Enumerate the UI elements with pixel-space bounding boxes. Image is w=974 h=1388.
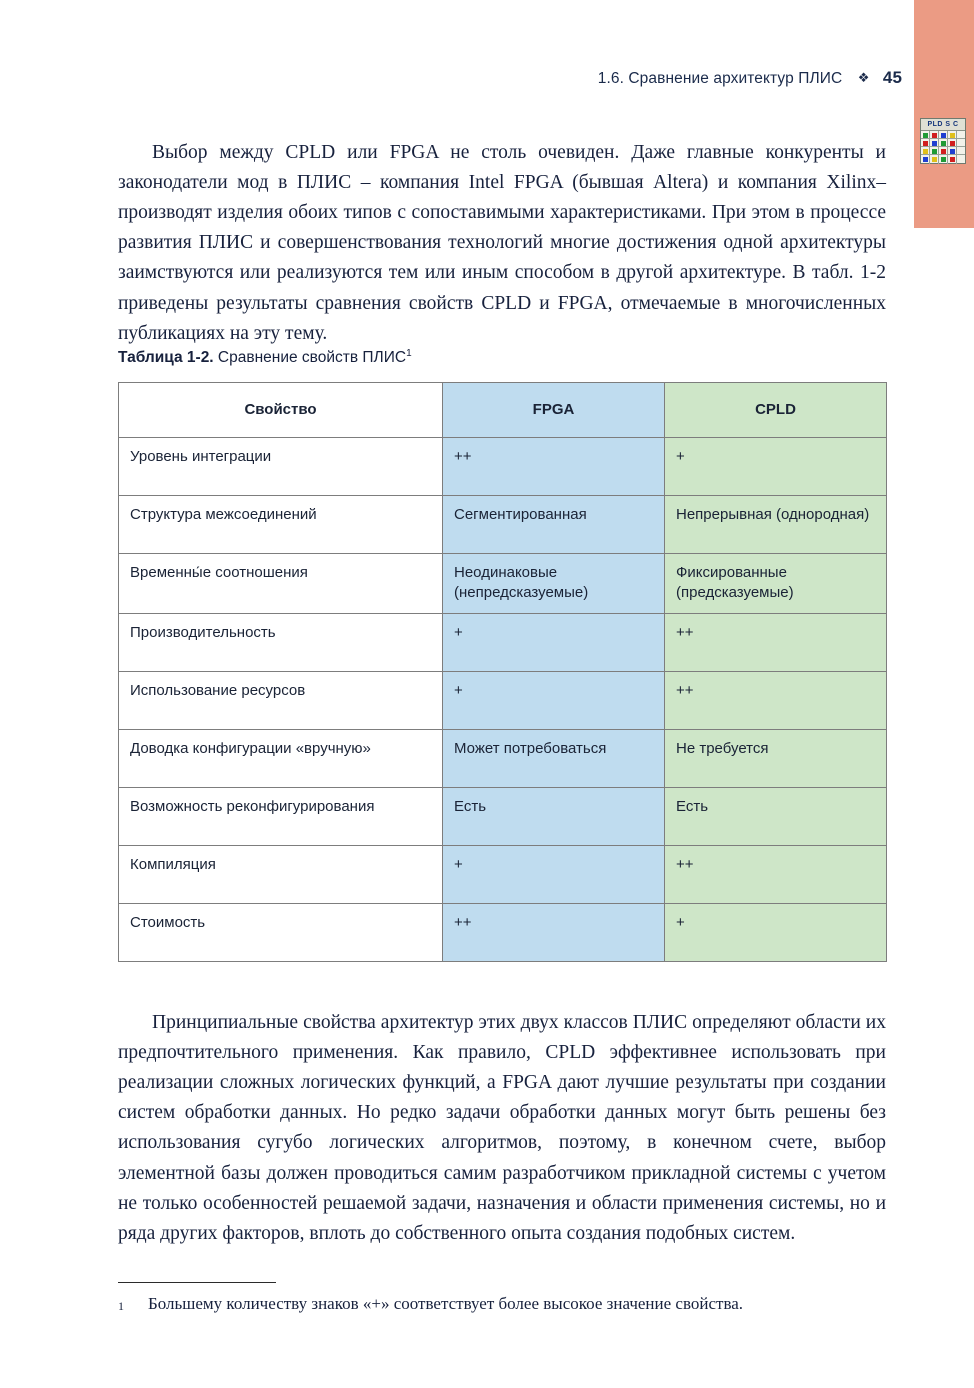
table-cell-fpga: + — [443, 614, 665, 672]
paragraph-conclusion — [118, 1008, 886, 1250]
paragraph-intro-text: Выбор между CPLD или FPGA не столь очевиден. Даже главные конкуренты и законодатели мод в ПЛИС – компания Intel FPGA (бывшая Altera) и компания Xilinx– производят изделия обоих типов с сопоставимыми характеристиками. При этом в процессе развития ПЛИС и совершенствования технологий многие достижения одной архитектуры заимствуются или реализуются тем или иным способом в другой архитектуре. В табл. 1-2 приведены результаты сравнения свойств CPLD и FPGA, отмечаемые в многочисленных публикациях на эту тему. — [118, 141, 886, 344]
table-cell-property: Производительность — [119, 614, 443, 672]
table-cell-property: Стоимость — [119, 904, 443, 962]
paragraph-intro — [118, 138, 886, 349]
table-row — [119, 846, 887, 904]
table-cell-cpld: Есть — [665, 788, 887, 846]
table-cell-cpld: ++ — [665, 614, 887, 672]
diamond-icon: ❖ — [857, 70, 870, 85]
page-number: 45 — [882, 68, 902, 87]
table-row — [119, 614, 887, 672]
table-cell-cpld: Не требуется — [665, 730, 887, 788]
pld-chip-logo-grid — [921, 131, 965, 164]
table-cell-property: Использование ресурсов — [119, 672, 443, 730]
pld-chip-logo-label: PLD S C — [921, 119, 965, 131]
table-cell-cpld: Фиксированные (предсказуемые) — [665, 554, 887, 614]
table-cell-cpld: + — [665, 438, 887, 496]
footnote-mark: 1 — [118, 1299, 124, 1313]
paragraph-conclusion-text: Принципиальные свойства архитектур этих двух классов ПЛИС определяют области их предпочтительного применения. Как правило, CPLD эффективнее использовать при реализации сложных логических функций, а FPGA дают лучшие результаты при создании систем обработки данных. Но редко задачи обработки данных могут быть решены без использования сугубо логических алгоритмов, поэтому, в конечном счете, выбор элементной базы должен проводиться самим разработчиком прикладной системы с учетом не только особенностей решаемой задачи, назначения и области применения системы, но и ряда других факторов, вплоть до собственного опыта создания подобных систем. — [118, 1011, 886, 1244]
table-cell-property: Временны́е соотношения — [119, 554, 443, 614]
table-cell-fpga: Неодинаковые (непредсказуемые) — [443, 554, 665, 614]
comparison-table — [118, 382, 887, 962]
pld-chip-logo — [920, 118, 966, 164]
page-edge-accent-bar — [914, 0, 974, 228]
footnote-separator — [118, 1282, 276, 1283]
table-row — [119, 672, 887, 730]
table-caption-text: Сравнение свойств ПЛИС — [213, 349, 407, 367]
table-cell-fpga: ++ — [443, 904, 665, 962]
table-row — [119, 904, 887, 962]
table-cell-property: Структура межсоединений — [119, 496, 443, 554]
table-cell-fpga: Может потребоваться — [443, 730, 665, 788]
table-cell-fpga: Сегментированная — [443, 496, 665, 554]
table-cell-fpga: ++ — [443, 438, 665, 496]
table-caption-footnote-mark: 1 — [406, 348, 412, 359]
table-cell-cpld: + — [665, 904, 887, 962]
table-cell-fpga: + — [443, 846, 665, 904]
table-cell-property: Уровень интеграции — [119, 438, 443, 496]
running-header-title: 1.6. Сравнение архитектур ПЛИС — [597, 70, 843, 87]
table-cell-property: Доводка конфигурации «вручную» — [119, 730, 443, 788]
table-header-fpga: FPGA — [443, 383, 665, 438]
table-row — [119, 730, 887, 788]
table-row — [119, 496, 887, 554]
table-cell-fpga: Есть — [443, 788, 665, 846]
table-header-row — [119, 383, 887, 438]
table-cell-fpga: + — [443, 672, 665, 730]
table-header-property: Свойство — [119, 383, 443, 438]
table-cell-cpld: Непрерывная (однородная) — [665, 496, 887, 554]
table-cell-property: Возможность реконфигурирования — [119, 788, 443, 846]
table-header-cpld: CPLD — [665, 383, 887, 438]
table-caption — [118, 348, 412, 367]
footnote — [118, 1292, 886, 1318]
table-cell-cpld: ++ — [665, 846, 887, 904]
table-row — [119, 554, 887, 614]
table-caption-label: Таблица 1-2. — [118, 349, 214, 367]
table-cell-property: Компиляция — [119, 846, 443, 904]
table-cell-cpld: ++ — [665, 672, 887, 730]
comparison-table-wrapper — [118, 382, 886, 962]
footnote-text: Большему количеству знаков «+» соответствует более высокое значение свойства. — [148, 1294, 744, 1313]
running-header — [0, 68, 902, 88]
table-row — [119, 438, 887, 496]
table-row — [119, 788, 887, 846]
